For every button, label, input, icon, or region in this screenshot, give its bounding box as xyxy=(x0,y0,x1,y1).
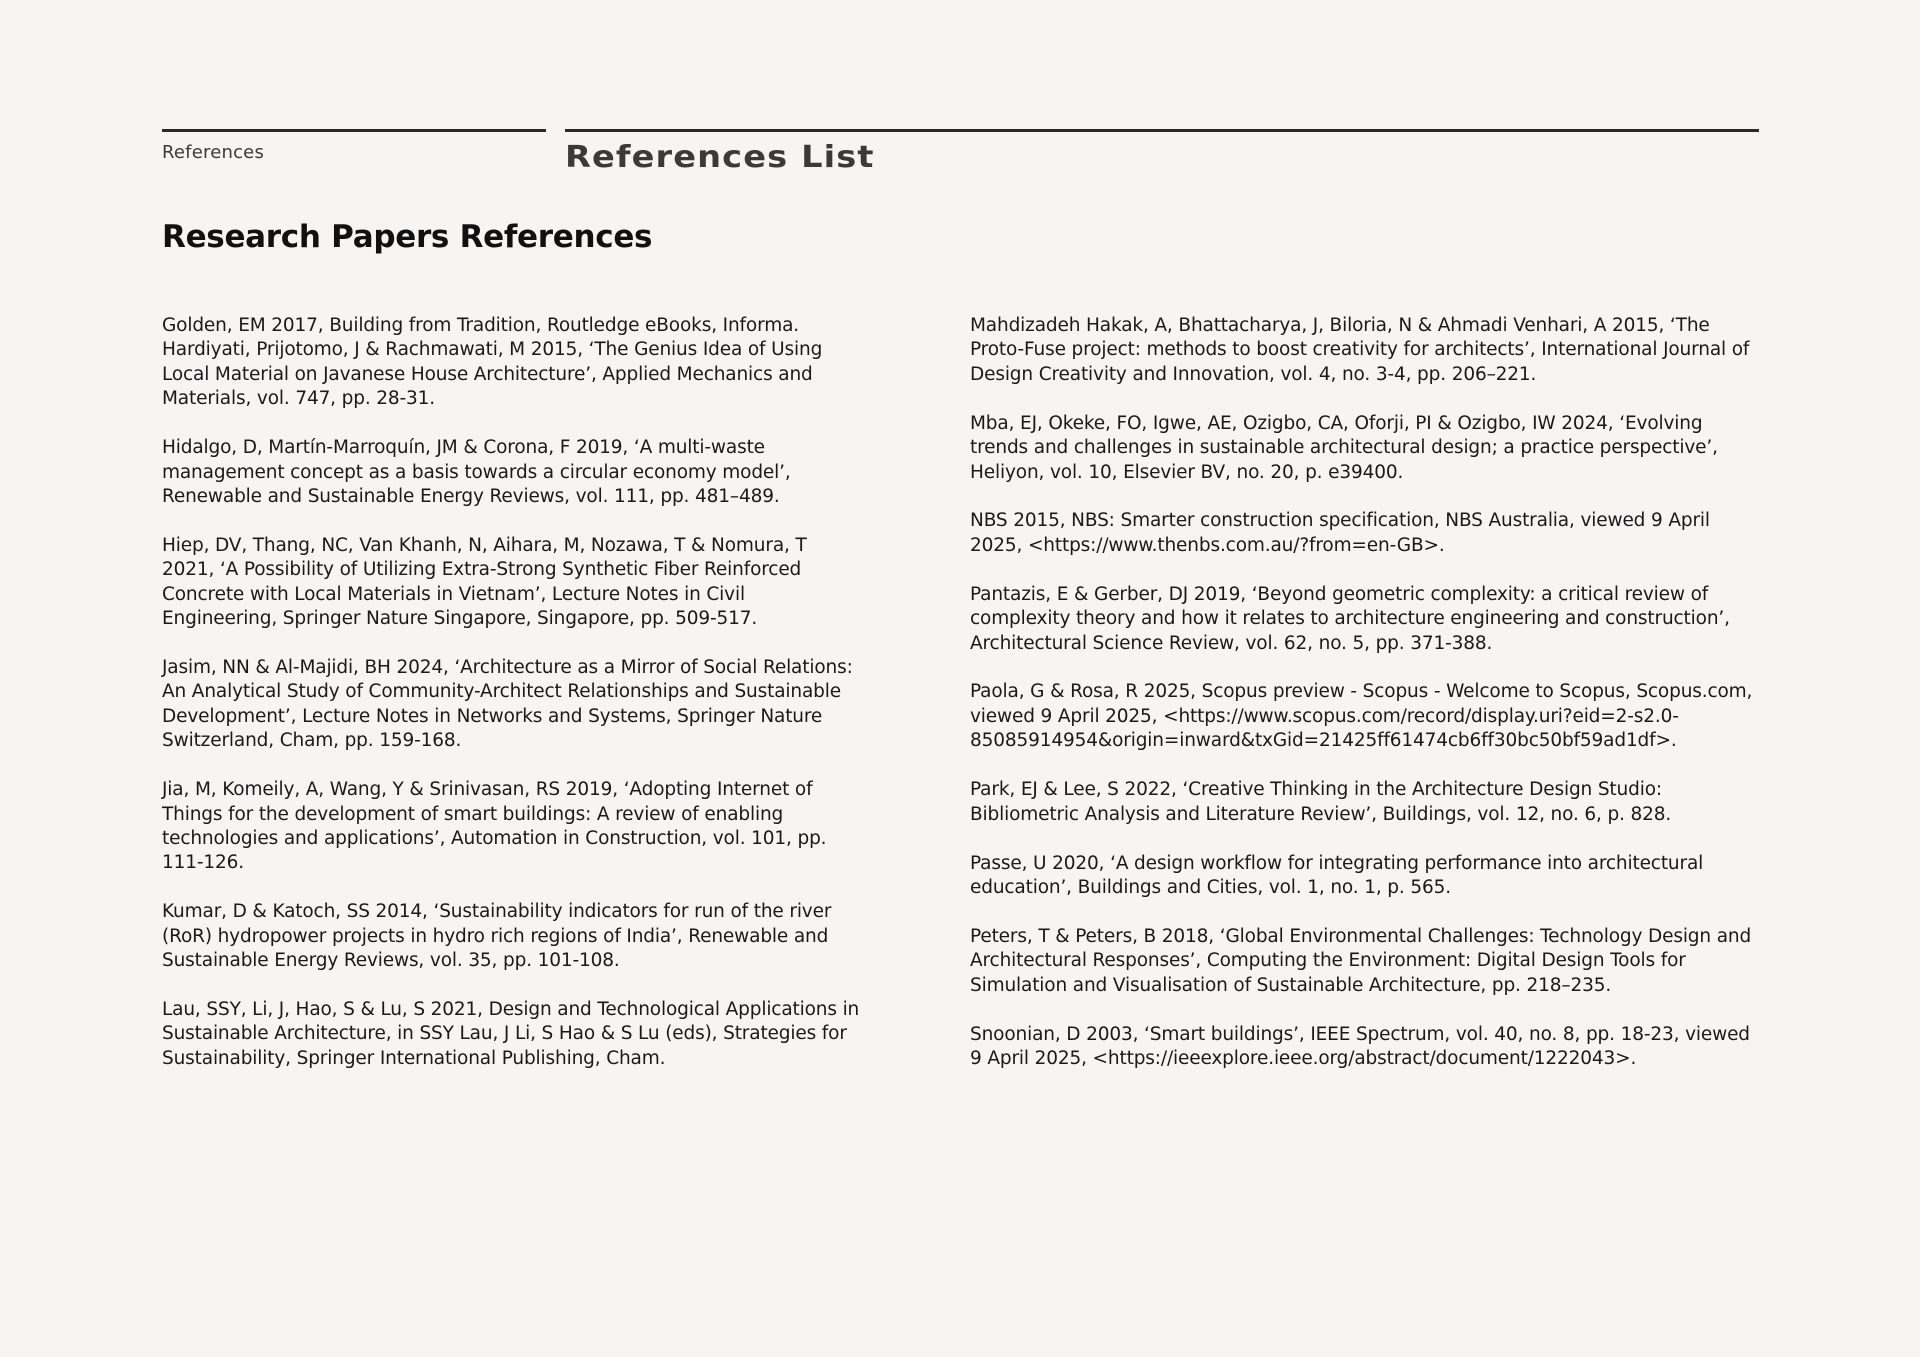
references-column-left xyxy=(162,314,862,1096)
header-title: References List xyxy=(565,140,875,175)
reference-item: Kumar, D & Katoch, SS 2014, ‘Sustainability indicators for run of the river (RoR) hydropower projects in hydro rich regions of India’, Renewable and Sustainable Energy Reviews, vol. 35, pp. 101-108. xyxy=(162,901,832,972)
header-rule-right xyxy=(565,129,1759,132)
reference-item: Hardiyati, Prijotomo, J & Rachmawati, M 2015, ‘The Genius Idea of Using Local Material on Javanese House Architecture’, Applied Mechanics and Materials, vol. 747, pp. 28-31. xyxy=(162,339,823,410)
reference-item: Pantazis, E & Gerber, DJ 2019, ‘Beyond geometric complexity: a critical review of complexity theory and how it relates to architecture engineering and construction’, Architectural Science Review, vol. 62, no. 5, pp. 371-388. xyxy=(970,583,1730,654)
references-column-right xyxy=(970,314,1760,1096)
reference-item: Snoonian, D 2003, ‘Smart buildings’, IEEE Spectrum, vol. 40, no. 8, pp. 18-23, viewed 9 April 2025, <https://ieeexplore.ieee.org/abstract/document/1222043>. xyxy=(970,1023,1750,1069)
header-rule-left xyxy=(162,129,546,132)
reference-item: Mba, EJ, Okeke, FO, Igwe, AE, Ozigbo, CA, Oforji, PI & Ozigbo, IW 2024, ‘Evolving trends and challenges in sustainable architectural design; a practice perspective’, Heliyon, vol. 10, Elsevier BV, no. 20, p. e39400. xyxy=(970,412,1718,483)
reference-item: Hidalgo, D, Martín-Marroquín, JM & Corona, F 2019, ‘A multi-waste management concept as a basis towards a circular economy model’, Renewable and Sustainable Energy Reviews, vol. 111, pp. 481–489. xyxy=(162,437,791,507)
reference-item: NBS 2015, NBS: Smarter construction specification, NBS Australia, viewed 9 April 2025, <https://www.thenbs.com.au/?from=en-GB>. xyxy=(970,510,1710,556)
reference-item: Peters, T & Peters, B 2018, ‘Global Environmental Challenges: Technology Design and Architectural Responses’, Computing the Environment: Digital Design Tools for Simulation and Visualisation of Sustainable Architecture, pp. 218–235. xyxy=(970,925,1752,996)
section-label: References xyxy=(162,142,265,163)
reference-item: Hiep, DV, Thang, NC, Van Khanh, N, Aihara, M, Nozawa, T & Nomura, T 2021, ‘A Possibility of Utilizing Extra-Strong Synthetic Fiber Reinforced Concrete with Local Materials in Vietnam’, Lecture Notes in Civil Engineering, Springer Nature Singapore, Singapore, pp. 509-517. xyxy=(162,534,807,630)
reference-item: Lau, SSY, Li, J, Hao, S & Lu, S 2021, Design and Technological Applications in Sustainable Architecture, in SSY Lau, J Li, S Hao & S Lu (eds), Strategies for Sustainability, Springer International Publishing, Cham. xyxy=(162,998,860,1069)
reference-item: Golden, EM 2017, Building from Tradition, Routledge eBooks, Informa. xyxy=(162,315,799,336)
reference-item: Jasim, NN & Al-Majidi, BH 2024, ‘Architecture as a Mirror of Social Relations: An Analytical Study of Community-Architect Relationships and Sustainable Development’, Lecture Notes in Networks and Systems, Springer Nature Switzerland, Cham, pp. 159-168. xyxy=(162,656,853,752)
page-title: Research Papers References xyxy=(162,219,653,255)
reference-item: Jia, M, Komeily, A, Wang, Y & Srinivasan, RS 2019, ‘Adopting Internet of Things for the development of smart buildings: A review of enabling technologies and applications’, Automation in Construction, vol. 101, pp. 111-126. xyxy=(162,779,827,874)
reference-item: Passe, U 2020, ‘A design workflow for integrating performance into architectural education’, Buildings and Cities, vol. 1, no. 1, p. 565. xyxy=(970,852,1704,898)
reference-item: Park, EJ & Lee, S 2022, ‘Creative Thinking in the Architecture Design Studio: Bibliometric Analysis and Literature Review’, Buildings, vol. 12, no. 6, p. 828. xyxy=(970,779,1672,825)
reference-item: Mahdizadeh Hakak, A, Bhattacharya, J, Biloria, N & Ahmadi Venhari, A 2015, ‘The Proto-Fuse project: methods to boost creativity for architects’, International Journal of Design Creativity and Innovation, vol. 4, no. 3-4, pp. 206–221. xyxy=(970,315,1750,385)
reference-item: Paola, G & Rosa, R 2025, Scopus preview - Scopus - Welcome to Scopus, Scopus.com, viewed 9 April 2025, <https://www.scopus.com/record/display.uri?eid=2-s2.0-85085914954&origin=inward&txGid=21425ff61474cb6ff30bc50bf59ad1df>. xyxy=(970,681,1753,752)
